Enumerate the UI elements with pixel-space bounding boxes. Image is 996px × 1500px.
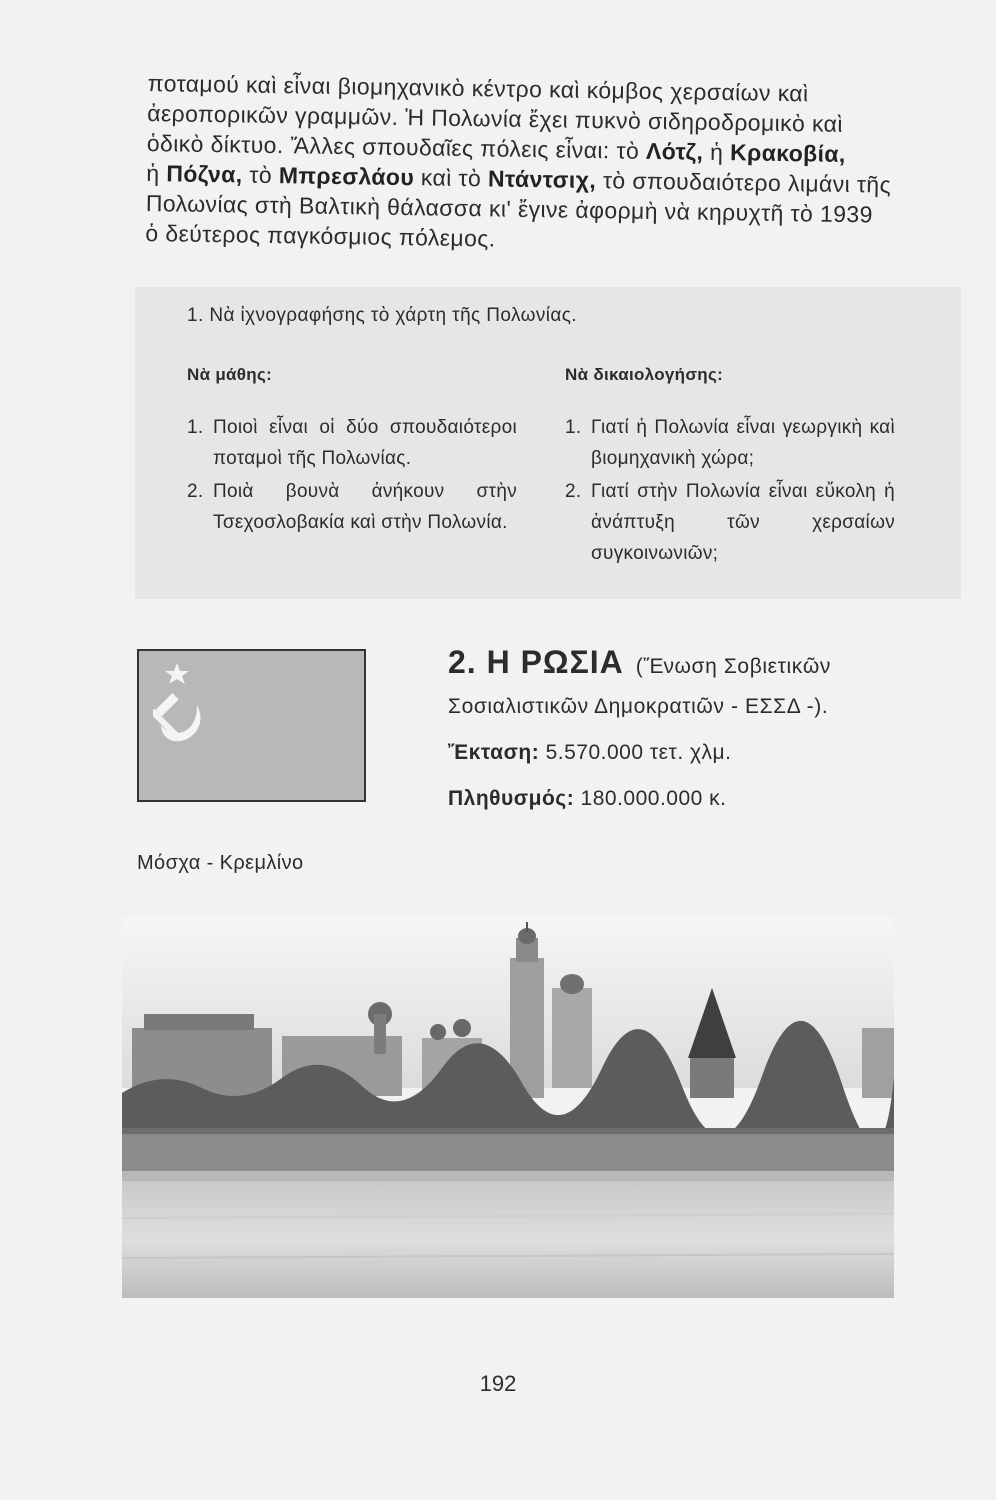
country-heading-block xyxy=(448,644,968,811)
item-text: Γιατί ἡ Πολωνία εἶναι γεωργικὴ καὶ βιομηχανικὴ χώρα; xyxy=(591,417,895,469)
item-number: 2. xyxy=(565,481,582,502)
intro-text: ποταμού καὶ εἶναι βιομηχανικὸ κέντρο καὶ κόμβος χερσαίων καὶ xyxy=(147,69,809,107)
city-poznan: Πόζνα, xyxy=(166,160,243,188)
country-subtitle-cont: Σοσιαλιστικῶν Δημοκρατιῶν - ΕΣΣΔ -). xyxy=(448,695,829,718)
hammer-head xyxy=(155,693,178,716)
area-label: Ἔκταση: xyxy=(448,741,540,764)
city-danzig: Ντάντσιχ, xyxy=(487,165,597,194)
list-item xyxy=(187,412,517,474)
list-item xyxy=(565,476,895,569)
intro-paragraph xyxy=(145,68,978,261)
list-item xyxy=(565,412,895,474)
intro-text: τὸ xyxy=(242,161,280,189)
item-text: Ποιοὶ εἶναι οἱ δύο σπουδαιότεροι ποταμοὶ τῆς Πολωνίας. xyxy=(213,417,517,469)
item-number: 1. xyxy=(187,417,204,438)
list-item xyxy=(187,476,517,538)
intro-text: ἀεροπορικῶν γραμμῶν. Ἡ Πολωνία ἔχει πυκνὸ σιδηροδρομικὸ καὶ xyxy=(147,99,844,137)
intro-text: Πολωνίας στὴ Βαλτικὴ θάλασσα κι' ἔγινε ἀφορμὴ νὰ κηρυχτῆ τὸ 1939 xyxy=(145,189,873,228)
learn-list xyxy=(187,412,517,538)
justify-list xyxy=(565,412,895,569)
country-title: 2. Η ΡΩΣΙΑ xyxy=(448,644,624,680)
intro-text: ὁ δεύτερος παγκόσμιος πόλεμος. xyxy=(145,219,496,252)
intro-text: τὸ σπουδαιότερο λιμάνι τῆς xyxy=(595,167,892,198)
ussr-flag xyxy=(137,649,366,802)
item-number: 1. xyxy=(565,417,582,438)
item-number: 2. xyxy=(187,481,204,502)
country-subtitle: (Ἕνωση Σοβιετικῶν xyxy=(635,655,831,678)
area-stat xyxy=(448,741,968,765)
learn-column xyxy=(187,359,517,540)
justify-column xyxy=(565,359,895,571)
item-text: Γιατί στὴν Πολωνία εἶναι εὔκολη ἡ ἀνάπτυξη τῶν χερσαίων συγκοινωνιῶν; xyxy=(591,481,895,564)
star-icon xyxy=(165,663,189,684)
drawing-task: 1. Νὰ ἰχνογραφήσης τὸ χάρτη τῆς Πολωνίας. xyxy=(187,305,577,326)
city-lodz: Λότζ, xyxy=(645,137,704,165)
area-value: 5.570.000 τετ. χλμ. xyxy=(545,741,732,764)
item-text: Ποιὰ βουνὰ ἀνήκουν στὴν Τσεχοσλοβακία καὶ στὴν Πολωνία. xyxy=(213,481,517,533)
population-value: 180.000.000 κ. xyxy=(580,787,727,810)
hammer-sickle-star-icon xyxy=(153,661,233,751)
intro-text: ἡ xyxy=(703,138,731,166)
city-krakow: Κρακοβία, xyxy=(729,139,846,167)
city-breslau: Μπρεσλάου xyxy=(278,162,415,191)
page-number: 192 xyxy=(479,1371,517,1396)
population-stat xyxy=(448,787,968,811)
photo-caption: Μόσχα - Κρεμλίνο xyxy=(137,852,304,874)
population-label: Πληθυσμός: xyxy=(448,787,575,810)
justify-heading: Νὰ δικαιολογήσης: xyxy=(565,365,724,384)
kremlin-photo xyxy=(122,918,894,1298)
exercise-box xyxy=(135,287,961,599)
learn-heading: Νὰ μάθης: xyxy=(187,365,273,384)
intro-text: ἡ xyxy=(146,159,167,187)
country-title-line xyxy=(448,644,968,681)
kremlin-image xyxy=(122,918,894,1298)
intro-text: καὶ τὸ xyxy=(413,164,489,192)
intro-text: ὁδικὸ δίκτυο. Ἄλλες σπουδαῖες πόλεις εἶναι: τὸ xyxy=(146,129,647,164)
